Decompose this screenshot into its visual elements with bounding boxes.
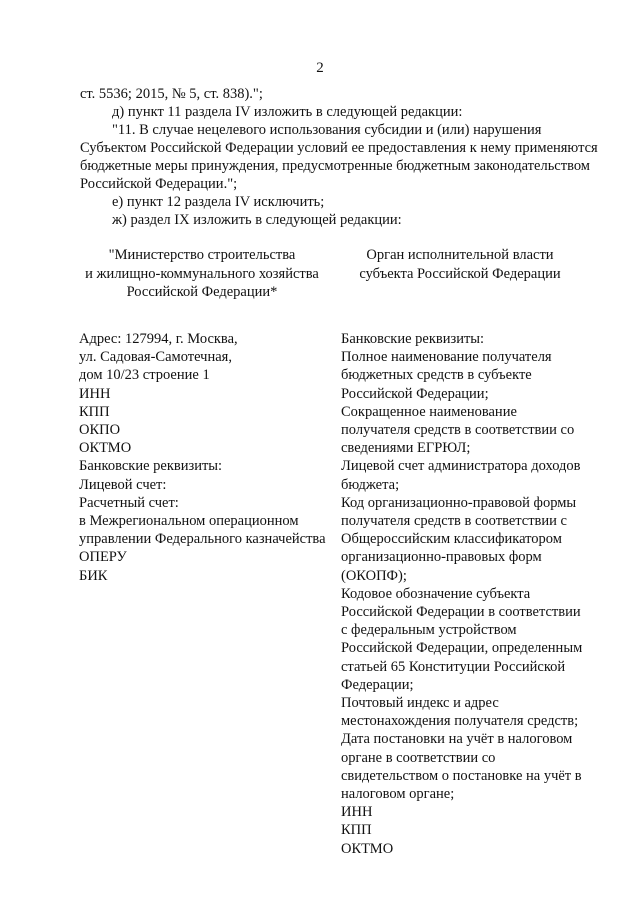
ministry-header-line: "Министерство строительства (108, 247, 296, 263)
ministry-address-street: ул. Садовая-Самотечная, (79, 349, 232, 366)
requisite-line: Кодовое обозначение субъекта (341, 585, 531, 602)
requisite-line: статьей 65 Конституции Российской (341, 658, 566, 675)
paragraph-citation: ст. 5536; 2015, № 5, ст. 838)."; (80, 86, 263, 102)
requisite-line: Российской Федерации, определенным (341, 640, 583, 657)
ministry-personal-account: Лицевой счет: (79, 476, 167, 493)
requisite-line: бюджетных средств в субъекте (341, 367, 532, 384)
paragraph-point-11-line-4: Российской Федерации."; (80, 176, 238, 192)
requisite-line: Полное наименование получателя (341, 349, 552, 366)
ministry-header-line: Российской Федерации* (126, 284, 278, 300)
regional-requisites (341, 330, 591, 858)
ministry-oktmo: ОКТМО (79, 440, 132, 457)
requisite-line: Банковские реквизиты: (341, 331, 485, 347)
ministry-header (72, 246, 332, 302)
ministry-kpp: КПП (79, 403, 110, 420)
requisite-line: органе в соответствии со (341, 749, 496, 766)
ministry-inn: ИНН (79, 385, 111, 402)
requisite-line: организационно-правовых форм (341, 549, 542, 566)
requisite-line: получателя средств в соответствии с (341, 513, 567, 530)
ministry-settlement-account: Расчетный счет: (79, 494, 179, 511)
body-text (80, 85, 598, 229)
requisite-line: получателя средств в соответствии со (341, 422, 575, 439)
ministry-bank-details: Банковские реквизиты: (79, 458, 223, 475)
ministry-okpo: ОКПО (79, 422, 121, 439)
requisite-line: ИНН (341, 804, 373, 821)
requisite-line: Дата постановки на учёт в налоговом (341, 731, 573, 748)
requisite-line: Федерации; (341, 676, 414, 693)
regional-authority-header-line: Орган исполнительной власти (366, 247, 554, 263)
requisite-line: местонахождения получателя средств; (341, 713, 579, 730)
paragraph-point-11-line-3: бюджетные меры принуждения, предусмотренные бюджетным законодательством (80, 158, 590, 174)
ministry-bik: БИК (79, 567, 108, 584)
requisite-line: бюджета; (341, 476, 400, 493)
paragraph-point-11-line-1: "11. В случае нецелевого использования субсидии и (или) нарушения (112, 122, 542, 138)
regional-authority-header-line: субъекта Российской Федерации (359, 265, 561, 282)
requisite-line: налоговом органе; (341, 786, 455, 803)
ministry-operu: ОПЕРУ (79, 549, 127, 566)
paragraph-item-d: д) пункт 11 раздела IV изложить в следующей редакции: (112, 104, 463, 120)
ministry-bank-name-line-1: в Межрегиональном операционном (79, 513, 299, 530)
requisite-line: КПП (341, 822, 372, 839)
requisite-line: сведениями ЕГРЮЛ; (341, 440, 471, 457)
ministry-bank-name-line-2: управлении Федерального казначейства (79, 531, 326, 548)
ministry-address-building: дом 10/23 строение 1 (79, 367, 210, 384)
requisite-line: Сокращенное наименование (341, 403, 517, 420)
page-number: 2 (316, 60, 324, 76)
ministry-header-line: и жилищно-коммунального хозяйства (85, 265, 319, 282)
ministry-address: Адрес: 127994, г. Москва, (79, 331, 238, 347)
requisite-line: с федеральным устройством (341, 622, 517, 639)
requisite-line: ОКТМО (341, 840, 394, 857)
requisite-line: Почтовый индекс и адрес (341, 695, 499, 712)
requisite-line: Российской Федерации; (341, 385, 489, 402)
paragraph-item-e: е) пункт 12 раздела IV исключить; (112, 194, 325, 210)
requisite-line: Код организационно-правовой формы (341, 494, 577, 511)
paragraph-point-11-line-2: Субъектом Российской Федерации условий ее предоставления к нему применяются (80, 140, 598, 156)
ministry-requisites (79, 330, 339, 585)
regional-authority-header (342, 246, 578, 283)
requisite-line: Российской Федерации в соответствии (341, 604, 581, 621)
requisite-line: Общероссийским классификатором (341, 531, 562, 548)
requisite-line: (ОКОПФ); (341, 567, 407, 584)
requisite-line: свидетельством о постановке на учёт в (341, 767, 582, 784)
paragraph-item-zh: ж) раздел IX изложить в следующей редакции: (112, 212, 402, 228)
requisite-line: Лицевой счет администратора доходов (341, 458, 581, 475)
